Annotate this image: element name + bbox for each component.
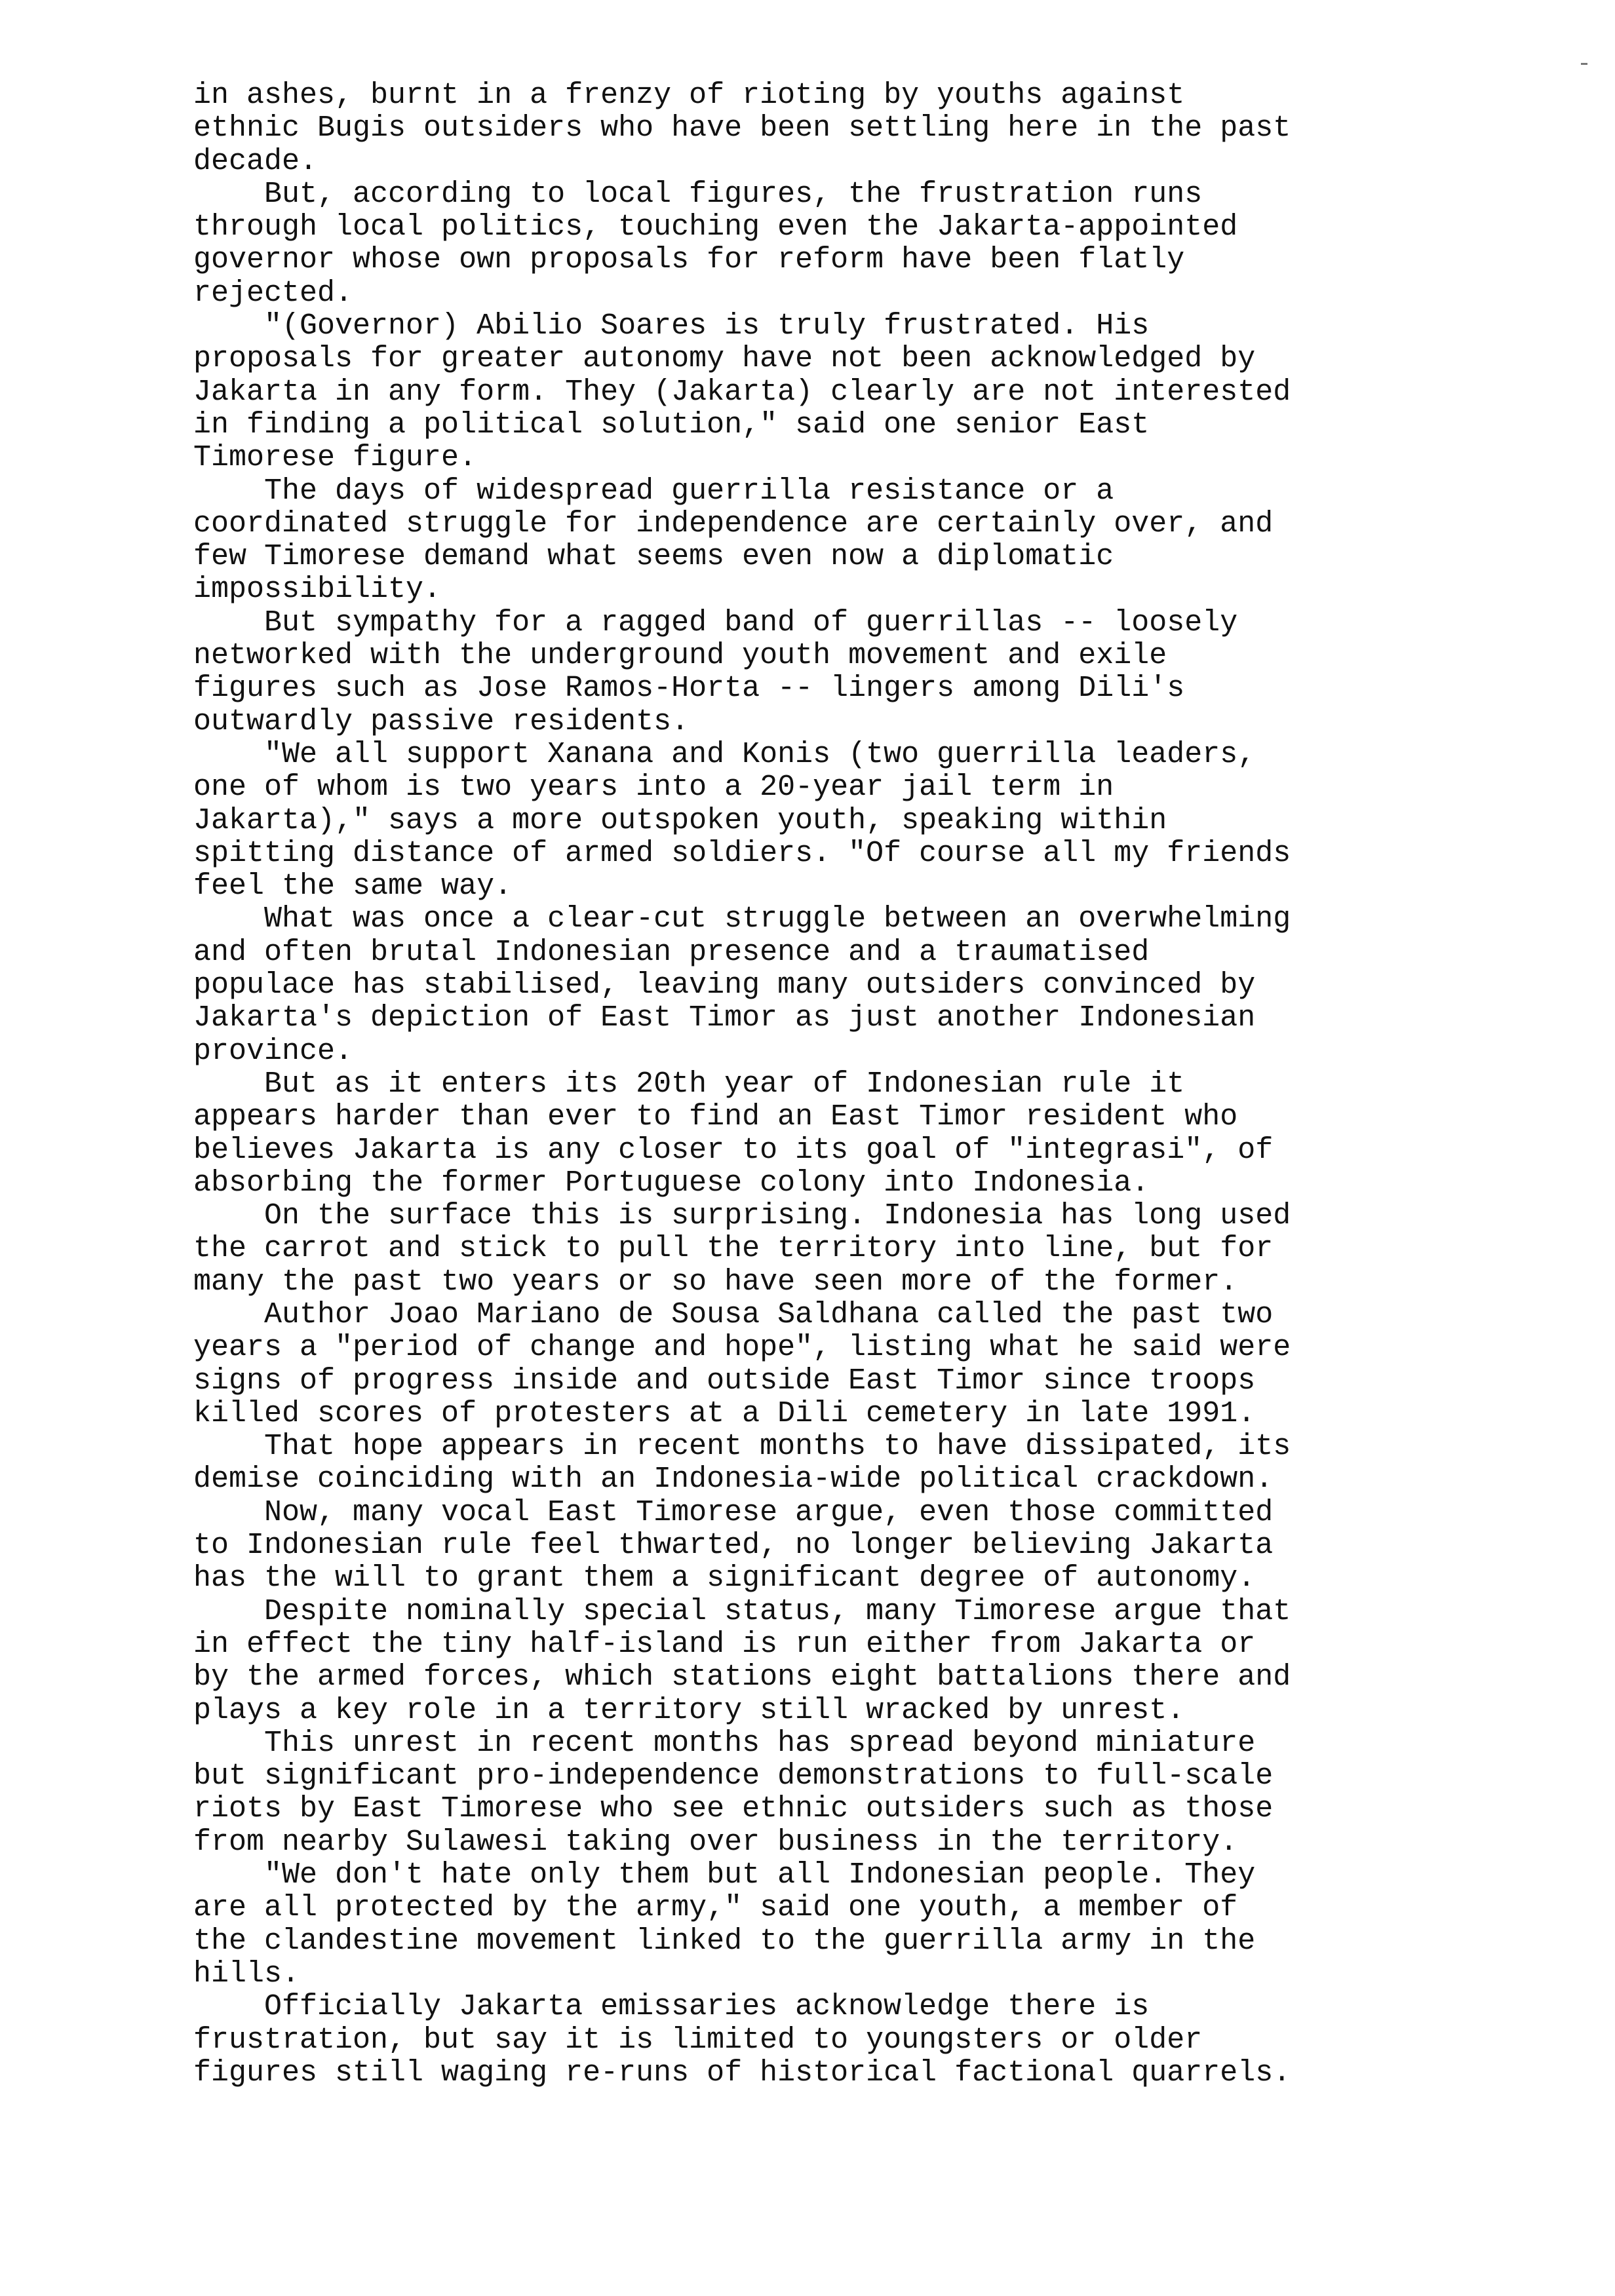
text-line: Officially Jakarta emissaries acknowledge there is: [193, 1990, 1150, 2024]
text-line: are all protected by the army," said one youth, a member of: [193, 1891, 1238, 1925]
paragraph: [193, 1727, 1439, 1859]
article-body: [193, 79, 1439, 2090]
text-line: coordinated struggle for independence are certainly over, and: [193, 507, 1274, 541]
text-line: to Indonesian rule feel thwarted, no longer believing Jakarta: [193, 1529, 1274, 1563]
paragraph: [193, 1596, 1439, 1727]
text-line: Despite nominally special status, many Timorese argue that: [193, 1594, 1291, 1628]
text-line: through local politics, touching even the Jakarta-appointed: [193, 210, 1238, 244]
paragraph: [193, 310, 1439, 474]
text-line: years a "period of change and hope", listing what he said were: [193, 1331, 1291, 1365]
text-line: What was once a clear-cut struggle between an overwhelming: [193, 902, 1291, 936]
text-line: Now, many vocal East Timorese argue, even those committed: [193, 1495, 1274, 1529]
text-line: killed scores of protesters at a Dili cemetery in late 1991.: [193, 1396, 1256, 1430]
text-line: province.: [193, 1034, 353, 1068]
text-line: from nearby Sulawesi taking over business in the territory.: [193, 1825, 1238, 1859]
paragraph: [193, 903, 1439, 1067]
text-line: in effect the tiny half-island is run either from Jakarta or: [193, 1627, 1256, 1661]
text-line: "(Governor) Abilio Soares is truly frustrated. His: [193, 309, 1150, 343]
text-line: and often brutal Indonesian presence and a traumatised: [193, 935, 1150, 969]
text-line: frustration, but say it is limited to youngsters or older: [193, 2023, 1203, 2057]
text-line: impossibility.: [193, 573, 442, 607]
text-line: the clandestine movement linked to the guerrilla army in the: [193, 1924, 1256, 1958]
text-line: demise coinciding with an Indonesia-wide political crackdown.: [193, 1463, 1274, 1497]
text-line: "We don't hate only them but all Indonesian people. They: [193, 1858, 1256, 1892]
paragraph: [193, 1497, 1439, 1596]
text-line: Jakarta's depiction of East Timor as just another Indonesian: [193, 1001, 1256, 1035]
text-line: many the past two years or so have seen more of the former.: [193, 1265, 1238, 1299]
text-line: "We all support Xanana and Konis (two guerrilla leaders,: [193, 737, 1256, 771]
text-line: rejected.: [193, 276, 353, 310]
text-line: governor whose own proposals for reform have been flatly: [193, 243, 1185, 277]
text-line: in ashes, burnt in a frenzy of rioting by youths against: [193, 79, 1185, 112]
paragraph: [193, 1859, 1439, 1991]
text-line: Timorese figure.: [193, 441, 477, 475]
text-line: This unrest in recent months has spread beyond miniature: [193, 1726, 1256, 1760]
paragraph: [193, 1299, 1439, 1430]
text-line: few Timorese demand what seems even now a diplomatic: [193, 540, 1114, 574]
text-line: proposals for greater autonomy have not been acknowledged by: [193, 342, 1256, 376]
paragraph: [193, 1991, 1439, 2090]
text-line: On the surface this is surprising. Indonesia has long used: [193, 1199, 1291, 1233]
text-line: That hope appears in recent months to have dissipated, its: [193, 1430, 1291, 1464]
text-line: Jakarta)," says a more outspoken youth, speaking within: [193, 803, 1167, 837]
text-line: networked with the underground youth movement and exile: [193, 639, 1167, 673]
text-line: But sympathy for a ragged band of guerrillas -- loosely: [193, 605, 1238, 640]
scan-speck: [1581, 63, 1587, 65]
text-line: figures such as Jose Ramos-Horta -- lingers among Dili's: [193, 672, 1185, 706]
text-line: absorbing the former Portuguese colony into Indonesia.: [193, 1166, 1150, 1200]
text-line: one of whom is two years into a 20-year jail term in: [193, 771, 1114, 805]
paragraph: [193, 178, 1439, 310]
text-line: but significant pro-independence demonstrations to full-scale: [193, 1759, 1274, 1793]
text-line: Jakarta in any form. They (Jakarta) clearly are not interested: [193, 375, 1291, 409]
paragraph: [193, 738, 1439, 903]
text-line: by the armed forces, which stations eight battalions there and: [193, 1660, 1291, 1694]
paragraph: [193, 1430, 1439, 1497]
text-line: Author Joao Mariano de Sousa Saldhana called the past two: [193, 1297, 1274, 1331]
text-line: The days of widespread guerrilla resistance or a: [193, 474, 1114, 508]
text-line: signs of progress inside and outside East Timor since troops: [193, 1364, 1256, 1398]
text-line: plays a key role in a territory still wracked by unrest.: [193, 1693, 1185, 1727]
text-line: appears harder than ever to find an East Timor resident who: [193, 1100, 1238, 1134]
text-line: believes Jakarta is any closer to its goal of "integrasi", of: [193, 1133, 1274, 1167]
paragraph: [193, 79, 1439, 178]
text-line: feel the same way.: [193, 870, 513, 904]
paragraph: [193, 475, 1439, 607]
text-line: ethnic Bugis outsiders who have been settling here in the past: [193, 111, 1291, 145]
text-line: the carrot and stick to pull the territory into line, but for: [193, 1232, 1274, 1266]
text-line: has the will to grant them a significant degree of autonomy.: [193, 1561, 1256, 1596]
text-line: populace has stabilised, leaving many outsiders convinced by: [193, 968, 1256, 1003]
text-line: riots by East Timorese who see ethnic outsiders such as those: [193, 1792, 1274, 1826]
text-line: But, according to local figures, the frustration runs: [193, 177, 1203, 211]
paragraph: [193, 1068, 1439, 1200]
text-line: outwardly passive residents.: [193, 704, 690, 738]
text-line: in finding a political solution," said one senior East: [193, 408, 1150, 442]
text-line: spitting distance of armed soldiers. "Of course all my friends: [193, 836, 1291, 870]
text-line: hills.: [193, 1957, 300, 1991]
text-line: But as it enters its 20th year of Indonesian rule it: [193, 1067, 1185, 1101]
text-line: decade.: [193, 144, 318, 178]
text-line: figures still waging re-runs of historical factional quarrels.: [193, 2056, 1291, 2090]
paragraph: [193, 1200, 1439, 1299]
paragraph: [193, 607, 1439, 738]
